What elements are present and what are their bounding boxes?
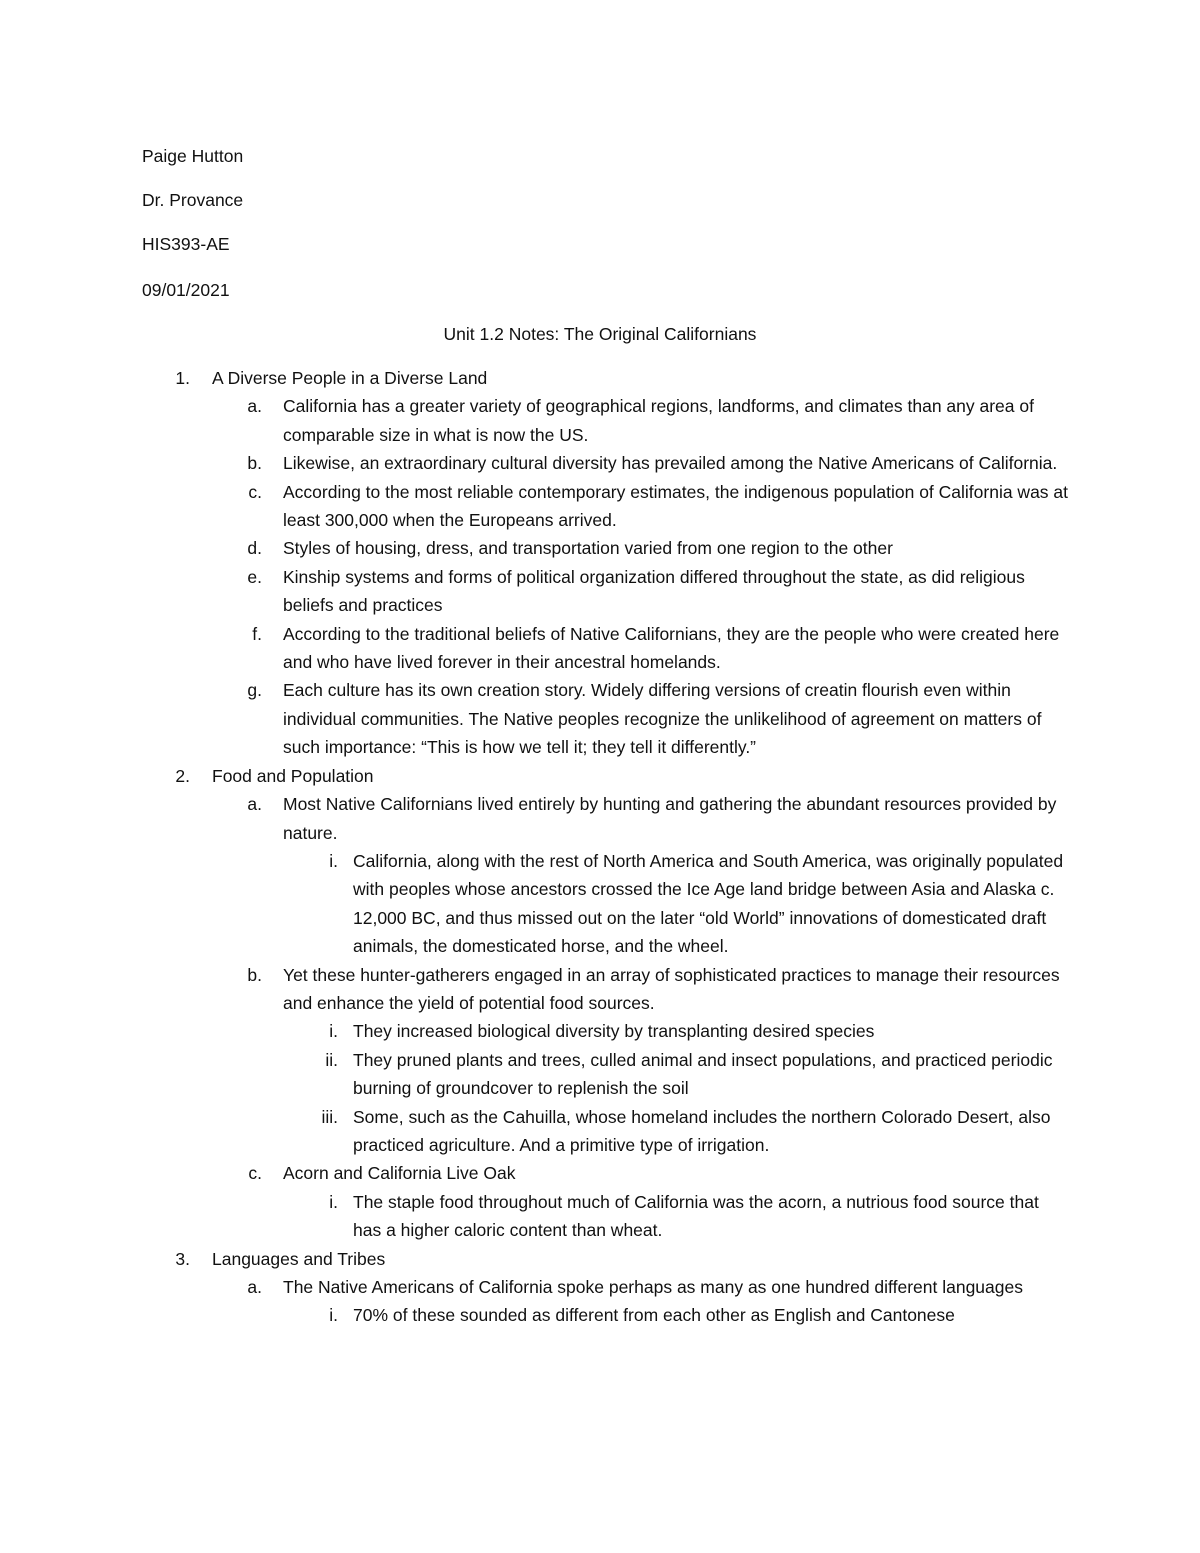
outline-item-level-2: [0, 790, 1200, 847]
document-title: Unit 1.2 Notes: The Original Californians: [443, 324, 757, 344]
outline-item-marker: c.: [248, 481, 262, 502]
outline-item-text: They pruned plants and trees, culled animal and insect populations, and practiced periodic burning of groundcover to replenish the soil: [353, 1049, 1053, 1099]
outline-item-marker: ii.: [325, 1049, 338, 1070]
author-name: Paige Hutton: [142, 146, 244, 166]
outline-item-text: Food and Population: [212, 765, 374, 786]
outline-item-marker: 2.: [175, 765, 190, 786]
outline-item-level-3: [0, 847, 1200, 961]
outline-item-text: Languages and Tribes: [212, 1248, 386, 1269]
outline-item-level-2: [0, 449, 1200, 477]
outline-item-level-2: [0, 620, 1200, 677]
course-code: HIS393-AE: [142, 234, 230, 254]
outline-item-level-1: [0, 762, 1200, 790]
outline-item-marker: i.: [329, 1305, 338, 1326]
outline-item-text: A Diverse People in a Diverse Land: [212, 368, 488, 388]
notes-outline: [0, 364, 1200, 1330]
outline-item-text: California has a greater variety of geographical regions, landforms, and climates than any area of comparable size in what is now the US.: [283, 396, 1034, 445]
outline-item-marker: f.: [252, 623, 262, 644]
outline-item-level-3: [0, 1103, 1200, 1160]
outline-item-text: Styles of housing, dress, and transportation varied from one region to the other: [283, 538, 893, 559]
outline-item-marker: 3.: [175, 1248, 190, 1269]
outline-item-level-3: [0, 1046, 1200, 1103]
outline-item-level-3: [0, 1301, 1200, 1329]
outline-item-text: Most Native Californians lived entirely by hunting and gathering the abundant resources provided by nature.: [283, 794, 1057, 843]
outline-item-level-2: [0, 534, 1200, 562]
outline-item-marker: a.: [247, 794, 262, 815]
outline-item-text: The Native Americans of California spoke perhaps as many as one hundred different languages: [283, 1277, 1023, 1297]
instructor-name: Dr. Provance: [142, 190, 244, 210]
outline-item-text: According to the traditional beliefs of Native Californians, they are the people who were created here and who have lived forever in their ancestral homelands.: [283, 623, 1060, 673]
outline-item-level-1: [0, 1245, 1200, 1273]
outline-item-level-3: [0, 1188, 1200, 1245]
outline-item-text: Kinship systems and forms of political organization differed throughout the state, as did religious beliefs and practices: [283, 566, 1025, 616]
outline-item-level-2: [0, 1273, 1200, 1301]
outline-item-level-1: [0, 364, 1200, 392]
outline-item-text: They increased biological diversity by transplanting desired species: [353, 1021, 875, 1042]
outline-item-marker: b.: [247, 453, 262, 474]
outline-item-marker: c.: [248, 1163, 262, 1184]
outline-item-marker: b.: [247, 964, 262, 985]
outline-item-text: Yet these hunter-gatherers engaged in an array of sophisticated practices to manage their resources and enhance the yield of potential food sources.: [283, 964, 1060, 1013]
outline-item-level-2: [0, 676, 1200, 761]
outline-item-marker: i.: [329, 850, 338, 871]
outline-item-text: Each culture has its own creation story. Widely differing versions of creatin flourish even within individual communities. The Native peoples recognize the unlikelihood of agreement on matters of such importance: “This is how we tell it; they tell it differently.”: [283, 680, 1042, 758]
outline-item-marker: e.: [247, 566, 262, 587]
outline-item-marker: iii.: [321, 1106, 338, 1127]
outline-item-text: Likewise, an extraordinary cultural diversity has prevailed among the Native Americans of California.: [283, 453, 1058, 474]
outline-item-text: California, along with the rest of North America and South America, was originally populated with peoples whose ancestors crossed the Ice Age land bridge between Asia and Alaska c. 12,000 BC, and thus missed out on the later “old World” innovations of domesticated draft animals, the domesticated horse, and the wheel.: [353, 850, 1064, 957]
outline-item-level-2: [0, 478, 1200, 535]
outline-item-text: According to the most reliable contemporary estimates, the indigenous population of California was at least 300,000 when the Europeans arrived.: [283, 481, 1069, 531]
outline-item-text: Some, such as the Cahuilla, whose homeland includes the northern Colorado Desert, also practiced agriculture. And a primitive type of irrigation.: [353, 1106, 1051, 1155]
outline-item-level-2: [0, 1159, 1200, 1187]
outline-item-marker: a.: [247, 1277, 262, 1297]
outline-item-marker: i.: [329, 1021, 338, 1042]
outline-item-text: Acorn and California Live Oak: [283, 1163, 516, 1184]
outline-item-marker: a.: [247, 396, 262, 417]
outline-item-marker: d.: [247, 538, 262, 559]
outline-item-text: The staple food throughout much of California was the acorn, a nutrious food source that has a higher caloric content than wheat.: [353, 1191, 1039, 1241]
outline-item-level-2: [0, 563, 1200, 620]
outline-item-text: 70% of these sounded as different from each other as English and Cantonese: [353, 1305, 955, 1326]
document-date: 09/01/2021: [142, 280, 230, 300]
outline-item-level-2: [0, 392, 1200, 449]
outline-item-marker: 1.: [175, 368, 190, 388]
outline-item-marker: i.: [329, 1191, 338, 1212]
outline-item-level-2: [0, 961, 1200, 1018]
outline-item-marker: g.: [247, 680, 262, 701]
outline-item-level-3: [0, 1017, 1200, 1045]
